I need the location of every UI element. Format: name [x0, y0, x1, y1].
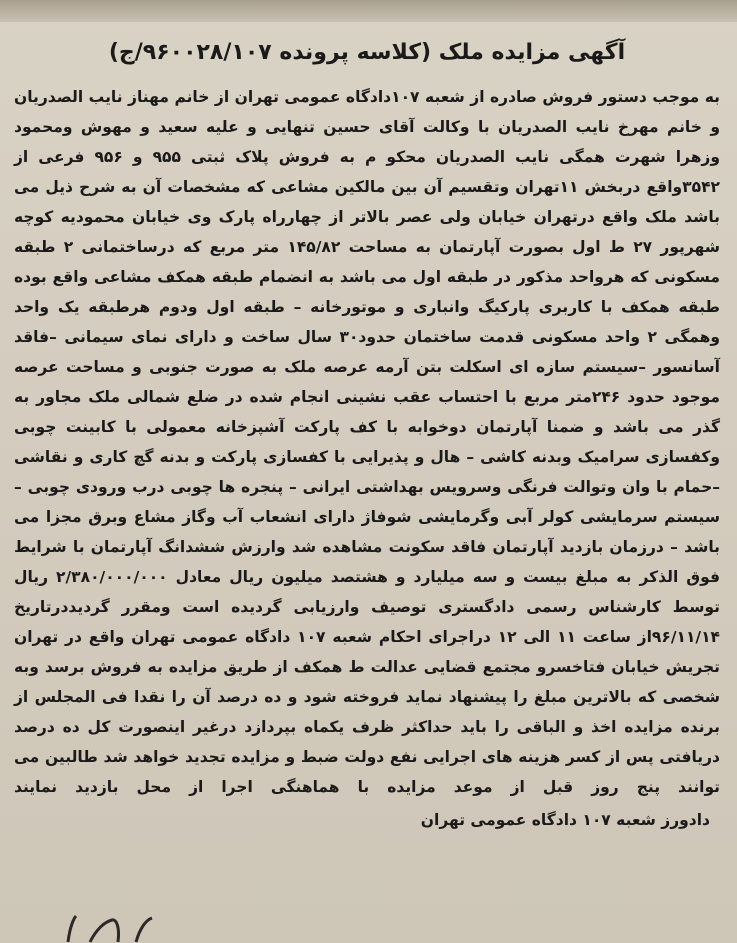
auction-notice: [14, 28, 720, 834]
handwritten-mark-icon: [60, 912, 180, 943]
notice-body: به موجب دستور فروش صادره از شعبه ۱۰۷دادگاه عمومی تهران از خانم مهناز نایب الصدریان و خانم مهرخ نایب الصدریان با وکالت آقای حسین تنهایی و علیه سعید و مهوش ومحمود وزهرا شهرت همگی نایب الصدریان محکو م به فروش پلاک ثبتی ۹۵۵ و ۹۵۶ فرعی از ۳۵۴۲واقع دربخش ۱۱تهران وتقسیم آن بین مالکین مشاعی که مشخصات آن به شرح ذیل می باشد ملک واقع درتهران خیابان ولی عصر بالاتر از چهارراه پارک وی خیابان محمودیه کوچه شهرپور ۲۷ ط اول بصورت آپارتمان به مساحت ۱۴۵/۸۲ متر مربع که درساختمانی ۲ طبقه مسکونی که هرواحد مذکور در طبقه اول می باشد به انضمام طبقه همکف مشاعی واقع بوده طبقه همکف با کاربری پارکیگ وانباری و موتورخانه – طبقه اول ودوم هرطبقه یک واحد وهمگی ۲ واحد مسکونی قدمت ساختمان حدود۳۰ سال ساخت و دارای نمای سیمانی –فاقد آسانسور –سیستم سازه ای اسکلت بتن آرمه عرصه ملک به صورت جنوبی و مساحت عرصه موجود حدود ۲۴۶متر مربع با احتساب عقب نشینی انجام شده در ضلع شمالی ملک مجاور به گذر می باشد و ضمنا آپارتمان دوخوابه با کف پارکت آشپزخانه معمولی با کابینت چوبی وکفسازی سرامیک وبدنه کاشی – هال و پذیرایی با کفسازی پارکت و بدنه گچ کاری و نقاشی –حمام با وان وتوالت فرنگی وسرویس بهداشتی ایرانی – پنجره ها چوبی درب ورودی چوبی –سیستم سرمایشی کولر آبی وگرمایشی شوفاژ دارای انشعاب آب وگاز مشاع وبرق مجزا می باشد – درزمان بازدید آپارتمان فاقد سکونت مشاهده شد وارزش ششدانگ آپارتمان با شرایط فوق الذکر به مبلغ بیست و سه میلیارد و هشتصد میلیون ریال معادل ۲/۳۸۰/۰۰۰/۰۰۰ ریال توسط کارشناس رسمی دادگستری توصیف وارزیابی گردیده است ومقرر گردیددرتاریخ ۹۶/۱۱/۱۴از ساعت ۱۱ الی ۱۲ دراجرای احکام شعبه ۱۰۷ دادگاه عمومی تهران واقع در تهران تجریش خیابان فتاخسرو مجتمع قضایی عدالت ط همکف از طریق مزایده به فروش برسد وبه شخصی که بالاترین مبلغ را پیشنهاد نماید فروخته شود و ده درصد آن را نقدا فی المجلس از برنده مزایده اخذ و الباقی را باید حداکثر ظرف یکماه بپردازد درغیر اینصورت کل ده درصد دریافتی پس از کسر هزینه های اجرایی نفع دولت ضبط و مزایده تجدید خواهد شد طالبین می توانند پنج روز قبل از موعد مزایده با هماهنگی اجرا از محل بازدید نمایند: [14, 88, 721, 796]
notice-title: آگهی مزایده ملک (کلاسه پرونده ۹۶۰۰۲۸/۱۰۷/ج): [108, 40, 626, 65]
notice-signature: دادورز شعبه ۱۰۷ دادگاه عمومی تهران: [420, 811, 710, 829]
paper-fold-edge: [0, 0, 737, 22]
